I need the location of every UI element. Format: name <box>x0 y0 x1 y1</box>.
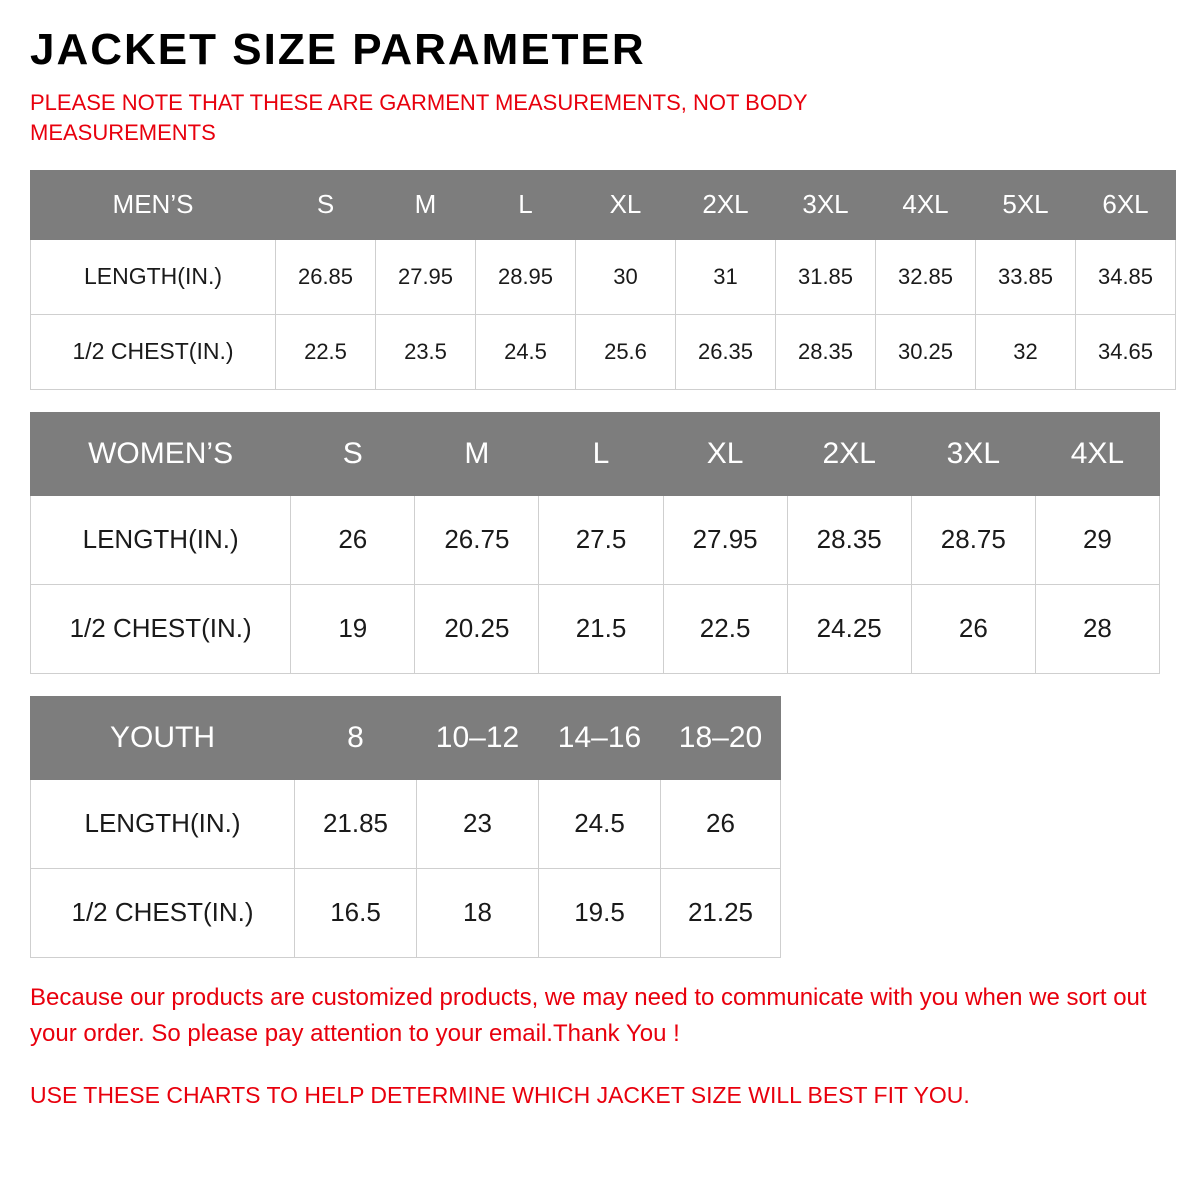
row-label: LENGTH(IN.) <box>31 495 291 584</box>
table-cell: 25.6 <box>576 314 676 389</box>
mens-size-col: 3XL <box>776 170 876 239</box>
womens-size-col: 3XL <box>911 412 1035 495</box>
table-cell: 23 <box>417 779 539 868</box>
table-cell: 27.5 <box>539 495 663 584</box>
table-cell: 27.95 <box>663 495 787 584</box>
table-cell: 26.35 <box>676 314 776 389</box>
mens-size-col: 2XL <box>676 170 776 239</box>
mens-size-col: S <box>276 170 376 239</box>
table-cell: 34.65 <box>1076 314 1176 389</box>
womens-size-col: XL <box>663 412 787 495</box>
mens-size-col: 6XL <box>1076 170 1176 239</box>
table-cell: 32 <box>976 314 1076 389</box>
table-header-row <box>31 412 1160 495</box>
womens-header-label: WOMEN’S <box>31 412 291 495</box>
mens-size-col: 4XL <box>876 170 976 239</box>
table-cell: 20.25 <box>415 584 539 673</box>
row-label: LENGTH(IN.) <box>31 779 295 868</box>
table-cell: 26 <box>911 584 1035 673</box>
womens-size-col: 4XL <box>1035 412 1159 495</box>
top-note: PLEASE NOTE THAT THESE ARE GARMENT MEASUREMENTS, NOT BODY MEASUREMENTS <box>30 90 808 146</box>
footer-note-customization: Because our products are customized products, we may need to communicate with you when we sort out your order. So please pay attention to your email.Thank You ! <box>30 983 1147 1047</box>
table-cell: 32.85 <box>876 239 976 314</box>
table-header-row <box>31 696 781 779</box>
table-cell: 28.35 <box>787 495 911 584</box>
mens-size-col: L <box>476 170 576 239</box>
table-cell: 24.5 <box>539 779 661 868</box>
table-cell: 27.95 <box>376 239 476 314</box>
table-cell: 28.95 <box>476 239 576 314</box>
womens-size-table <box>30 412 1160 674</box>
table-cell: 28.35 <box>776 314 876 389</box>
table-cell: 22.5 <box>276 314 376 389</box>
table-cell: 26.85 <box>276 239 376 314</box>
table-cell: 21.25 <box>661 868 781 957</box>
mens-size-col: M <box>376 170 476 239</box>
table-cell: 31 <box>676 239 776 314</box>
table-cell: 26 <box>661 779 781 868</box>
table-row <box>31 584 1160 673</box>
table-row <box>31 495 1160 584</box>
table-cell: 18 <box>417 868 539 957</box>
table-cell: 19.5 <box>539 868 661 957</box>
table-cell: 30.25 <box>876 314 976 389</box>
youth-header-label: YOUTH <box>31 696 295 779</box>
row-label: LENGTH(IN.) <box>31 239 276 314</box>
table-cell: 21.5 <box>539 584 663 673</box>
table-cell: 34.85 <box>1076 239 1176 314</box>
youth-size-col: 18–20 <box>661 696 781 779</box>
table-row <box>31 239 1176 314</box>
womens-size-col: S <box>291 412 415 495</box>
table-cell: 30 <box>576 239 676 314</box>
table-cell: 21.85 <box>295 779 417 868</box>
table-row <box>31 779 781 868</box>
mens-size-col: 5XL <box>976 170 1076 239</box>
table-cell: 22.5 <box>663 584 787 673</box>
table-cell: 24.5 <box>476 314 576 389</box>
row-label: 1/2 CHEST(IN.) <box>31 584 291 673</box>
youth-size-col: 14–16 <box>539 696 661 779</box>
row-label: 1/2 CHEST(IN.) <box>31 314 276 389</box>
row-label: 1/2 CHEST(IN.) <box>31 868 295 957</box>
youth-size-col: 10–12 <box>417 696 539 779</box>
table-cell: 33.85 <box>976 239 1076 314</box>
youth-size-col: 8 <box>295 696 417 779</box>
mens-size-col: XL <box>576 170 676 239</box>
table-cell: 19 <box>291 584 415 673</box>
table-row <box>31 314 1176 389</box>
page-title: JACKET SIZE PARAMETER <box>30 25 646 74</box>
womens-size-col: M <box>415 412 539 495</box>
mens-header-label: MEN’S <box>31 170 276 239</box>
youth-size-table <box>30 696 781 958</box>
mens-size-table <box>30 170 1176 390</box>
table-cell: 16.5 <box>295 868 417 957</box>
footer-note-usage: USE THESE CHARTS TO HELP DETERMINE WHICH JACKET SIZE WILL BEST FIT YOU. <box>30 1081 970 1108</box>
table-cell: 23.5 <box>376 314 476 389</box>
table-cell: 26 <box>291 495 415 584</box>
table-cell: 29 <box>1035 495 1159 584</box>
table-cell: 28.75 <box>911 495 1035 584</box>
womens-size-col: L <box>539 412 663 495</box>
womens-size-col: 2XL <box>787 412 911 495</box>
table-cell: 31.85 <box>776 239 876 314</box>
table-header-row <box>31 170 1176 239</box>
table-row <box>31 868 781 957</box>
table-cell: 26.75 <box>415 495 539 584</box>
table-cell: 28 <box>1035 584 1159 673</box>
table-cell: 24.25 <box>787 584 911 673</box>
